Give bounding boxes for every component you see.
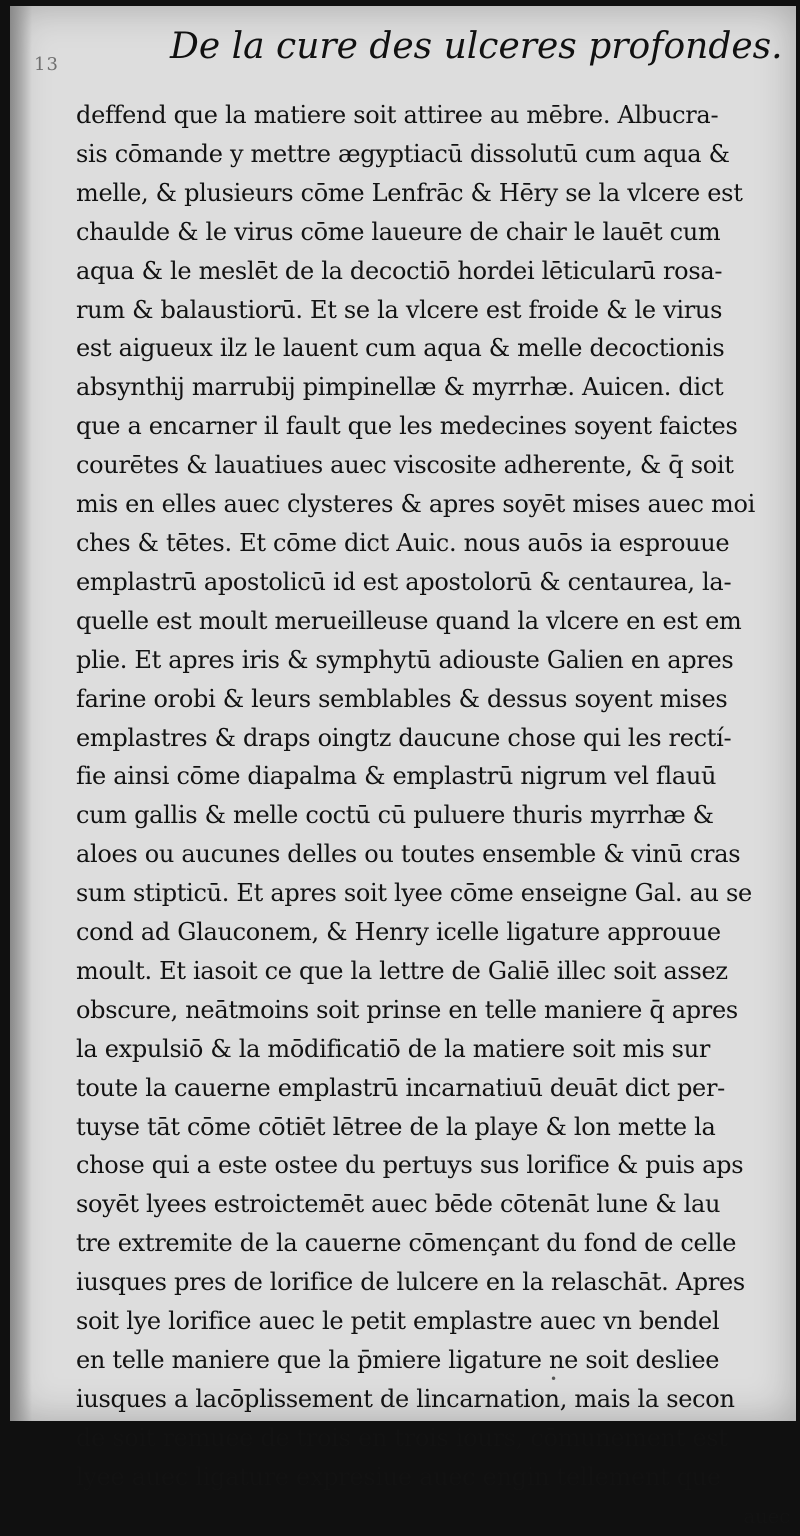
text-line: soyēt lyees estroictemēt auec bēde cōtenāt lune & lau bbox=[76, 1190, 721, 1219]
text-line: tuyse tāt cōme cōtiēt lētree de la playe & lon mette la bbox=[76, 1112, 716, 1141]
text-line: cum gallis & melle coctū cū puluere thuris myrrhæ & bbox=[76, 801, 714, 830]
text-line: ches & tētes. Et cōme dict Auic. nous auōs ia esprouue bbox=[76, 528, 730, 557]
text-line: sis cōmande y mettre ægyptiacū dissolutū cum aqua & bbox=[76, 139, 730, 168]
text-line: tre extremite de la cauerne cōmençant du fond de celle bbox=[76, 1229, 737, 1258]
text-line: melle, & plusieurs cōme Lenfrāc & Hēry se la vlcere est bbox=[76, 178, 743, 207]
text-line: auec bbox=[743, 1503, 790, 1528]
text-line: chaulde & le virus cōme laueure de chair le lauēt cum bbox=[76, 217, 721, 246]
text-line: de soit remuee de trois en trois iours, cōmunement est bbox=[76, 1423, 728, 1452]
book-page bbox=[10, 6, 796, 1528]
text-line: fie ainsi cōme diapalma & emplastrū nigrum vel flauū bbox=[76, 762, 717, 791]
text-line: chose qui a este ostee du pertuys sus lorifice & puis aps bbox=[76, 1151, 744, 1180]
text-line: deffend que la matiere soit attiree au mēbre. Albucra- bbox=[76, 101, 719, 129]
running-title: De la cure des ulceres profondes. bbox=[170, 26, 783, 67]
text-line: la expulsiō & la mōdificatiō de la matiere soit mis sur bbox=[76, 1034, 711, 1063]
text-line: emplastres & draps oingtz daucune chose qui les rectí- bbox=[76, 723, 732, 752]
body-text bbox=[76, 96, 790, 1536]
text-line: emplastrū apostolicū id est apostolorū & centaurea, la- bbox=[76, 567, 732, 596]
text-line: soit lye lorifice auec le petit emplastre auec vn bendel bbox=[76, 1307, 720, 1336]
text-line: absynthij marrubij pimpinellæ & myrrhæ. Auicen. dict bbox=[76, 373, 724, 402]
text-line: plie. Et apres iris & symphytū adiouste Galien en apres bbox=[76, 645, 734, 674]
text-line: cond ad Glauconem, & Henry icelle ligature approuue bbox=[76, 918, 721, 947]
text-line: obscure, neātmoins soit prinse en telle maniere q̄ apres bbox=[76, 995, 738, 1024]
text-line: aloes ou aucunes delles ou toutes ensemble & vinū cras bbox=[76, 840, 741, 869]
text-line: farine orobi & leurs semblables & dessus soyent mises bbox=[76, 684, 728, 713]
text-line: est aigueux ilz le lauent cum aqua & melle decoctionis bbox=[76, 334, 725, 363]
text-line: que a encarner il fault que les medecines soyent faictes bbox=[76, 412, 738, 441]
text-line: mis en elles auec clysteres & apres soyēt mises auec moi bbox=[76, 490, 755, 519]
text-line: iusques a lacōplissement de lincarnation, mais la secon bbox=[76, 1384, 735, 1413]
text-line: sum stipticū. Et apres soit lyee cōme enseigne Gal. au se bbox=[76, 879, 752, 908]
gutter-shadow bbox=[10, 6, 32, 1421]
text-line: iusques pres de lorifice de lulcere en la relaschāt. Apres bbox=[76, 1268, 745, 1297]
text-line: quelle est moult merueilleuse quand la vlcere en est em bbox=[76, 606, 742, 635]
folio-number: 13 bbox=[34, 54, 59, 75]
bottom-mark: • bbox=[550, 1372, 558, 1386]
text-line: en telle maniere que la p̄miere ligature ne soit desliee bbox=[76, 1346, 720, 1374]
text-line: moult. Et iasoit ce que la lettre de Galiē illec soit assez bbox=[76, 956, 728, 985]
text-line: courētes & lauatiues auec viscosite adherente, & q̄ soit bbox=[76, 451, 734, 480]
text-line: rum & balaustiorū. Et se la vlcere est froide & le virus bbox=[76, 295, 723, 324]
text-line: aqua & le meslēt de la decoctiō hordei lēticularū rosa- bbox=[76, 256, 723, 285]
text-line: lyee auec ligature expresiue auec engin tellement que bbox=[76, 1462, 721, 1491]
text-line: toute la cauerne emplastrū incarnatiuū deuāt dict per- bbox=[76, 1073, 725, 1102]
